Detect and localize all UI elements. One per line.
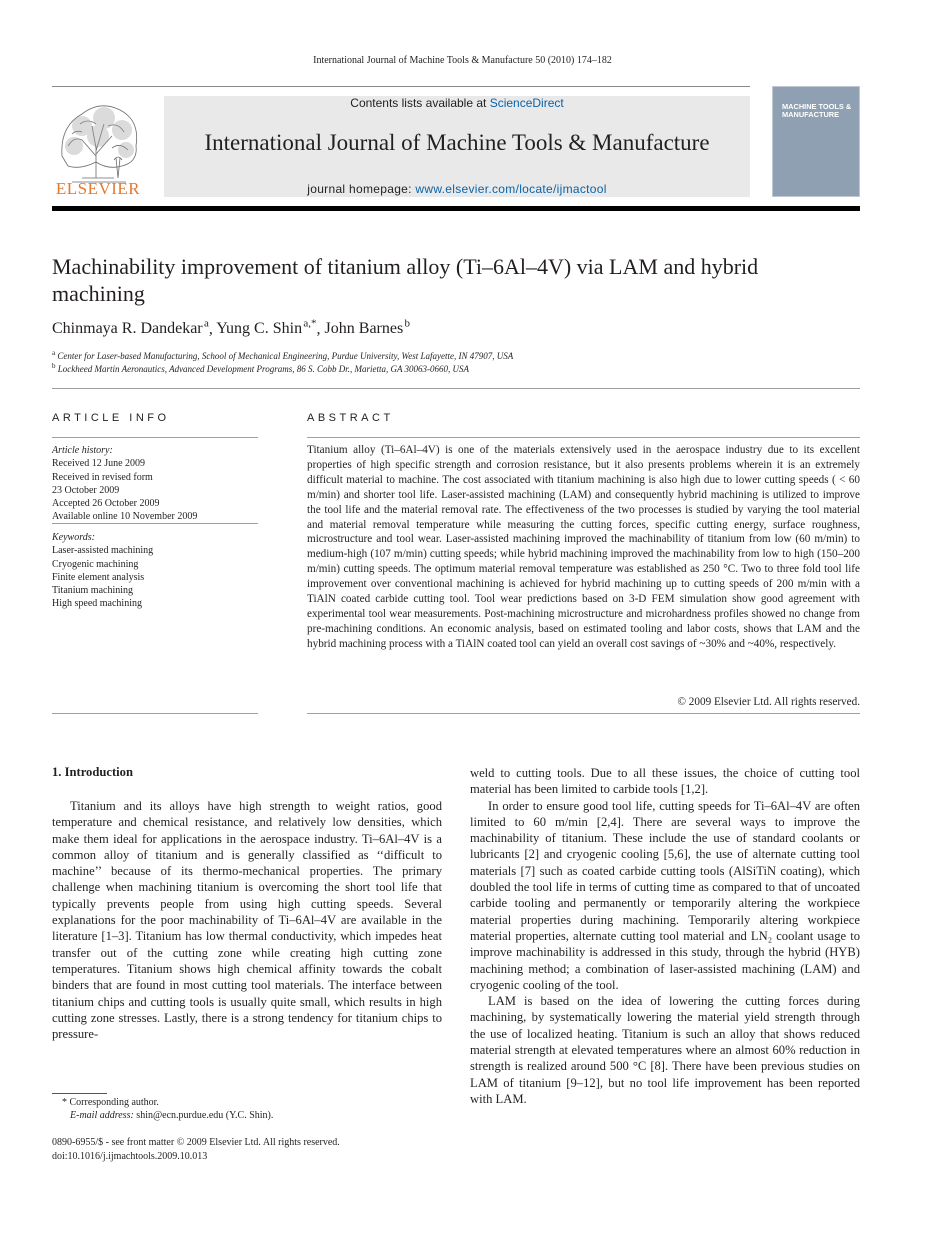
homepage-prefix: journal homepage:	[307, 182, 416, 196]
issn-line: 0890-6955/$ - see front matter © 2009 Elsevier Ltd. All rights reserved.	[52, 1137, 340, 1148]
left-column	[52, 798, 442, 1042]
article-history	[52, 444, 258, 524]
keyword: High speed machining	[52, 598, 142, 610]
author-list: Chinmaya R. Dandekar $^a$, Yung C. Shin $^{a,*}$, John Barnes $^b$	[52, 318, 411, 338]
journal-cover-thumbnail	[772, 86, 860, 197]
paragraph: Titanium and its alloys have high strength to weight ratios, good temperature and chemical resistance, and relatively low densities, which make them ideal for applications in the aerospace industry. Ti–6Al–4V is a common alloy of titanium and is generally classified as ‘‘difficult to machine’’ because of its thermo-mechanical properties. The primary challenge when machining titanium is overcoming the short tool life that typically prevents people from using high cutting speeds. Several explanations for the poor machinability of Ti–6Al–4V are available in the literature [1–3]. Titanium has low thermal conductivity, which impedes heat transfer out of the cutting zone while creating high cutting zone temperatures. Titanium shows high chemical affinity towards the cobalt binders that are found in most cutting tool materials. The interface between titanium chips and cutting tools is usually quite small, which results in high cutting zone stresses. Lastly, there is a strong tendency for titanium chips to pressure-	[52, 799, 442, 1042]
keyword: Cryogenic machining	[52, 558, 139, 570]
abstract-heading: ABSTRACT	[307, 412, 394, 424]
doi-link[interactable]: doi:10.1016/j.ijmachtools.2009.10.013	[52, 1151, 208, 1162]
author[interactable]: Yung C. Shin $^{a,*}$	[216, 318, 317, 338]
history-label: Article history:	[52, 445, 113, 456]
cover-title: MACHINE TOOLS & MANUFACTURE	[782, 102, 852, 119]
divider	[52, 437, 258, 438]
contents-line	[164, 96, 750, 110]
divider	[307, 437, 860, 438]
email-link[interactable]: shin@ecn.purdue.edu (Y.C. Shin).	[133, 1110, 274, 1121]
affiliation: $^b$ Lockheed Martin Aeronautics, Advanced Development Programs, 86 S. Cobb Dr., Marietta, GA 30063-0660, USA	[52, 362, 470, 374]
history-item: Available online 10 November 2009	[52, 511, 198, 523]
keyword: Finite element analysis	[52, 571, 145, 583]
homepage-link[interactable]: www.elsevier.com/locate/ijmactool	[415, 182, 607, 196]
keywords	[52, 531, 258, 611]
divider	[52, 523, 258, 524]
sciencedirect-link[interactable]: ScienceDirect	[489, 96, 564, 110]
keywords-label: Keywords:	[52, 532, 95, 543]
history-item: Received in revised form	[52, 471, 153, 483]
article-info-heading: ARTICLE INFO	[52, 412, 170, 424]
section-heading: 1. Introduction	[52, 765, 133, 779]
author[interactable]: John Barnes $^b$	[324, 318, 411, 338]
elsevier-wordmark: ELSEVIER	[55, 179, 141, 198]
corresponding-author: * Corresponding author.	[62, 1097, 159, 1108]
elsevier-logo	[52, 96, 144, 200]
right-column	[470, 765, 860, 1107]
keyword: Laser-assisted machining	[52, 545, 154, 557]
author[interactable]: Chinmaya R. Dandekar $^a$	[52, 318, 209, 338]
history-item: 23 October 2009	[52, 484, 120, 496]
abstract-text: Titanium alloy (Ti–6Al–4V) is one of the materials extensively used in the aerospace industry due to its excellent properties of high specific strength and corrosion resistance, but it also presents problems wherein it is an extremely difficult material to machine. The cost associated with titanium machining is also high due to lower cutting speeds ( < 60 m/min) and shorter tool life. Laser-assisted machining (LAM) and consequently hybrid machining is utilized to improve the tool life and the material removal rate. The effectiveness of the two processes is studied by varying the tool material and material removal temperature while measuring the cutting forces, specific cutting energy, surface roughness, microstructure and tool wear. Laser-assisted machining improved the machinability of titanium from low (60 m/min) to medium-high (107 m/min) cutting speeds; while hybrid machining improved the machinability from low to high (150–200 m/min) cutting speeds. The optimum material removal temperature was established as 250 °C. Two to three fold tool life improvement over conventional machining is achieved for hybrid machining up to cutting speeds of 200 m/min with a TiAlN coated carbide cutting tool. Tool wear predictions based on 3-D FEM simulation show good agreement with experimental tool wear measurements. Post-machining microstructure and microhardness profiles showed no change from pre-machining conditions. An economic analysis, based on estimated tooling and labor costs, shows that LAM and the hybrid machining process with a TiAlN coated tool can yield an overall cost savings of ~30% and ~40%, respectively.	[307, 444, 860, 650]
divider	[52, 388, 860, 389]
paragraph: weld to cutting tools. Due to all these issues, the choice of cutting tool material has been limited to carbide tools [1,2].	[470, 766, 860, 797]
paragraph: In order to ensure good tool life, cutting speeds for Ti–6Al–4V are often limited to 60 m/min [2,4]. There are several ways to improve the machinability of titanium. These include the use of standard coolants or lubricants [2] and cryogenic cooling [5,6], the use of alternate cutting tool materials [7] such as coated carbide cutting tools (AlSiTiN coating), which doubled the tool life in terms of cutting time as compared to that of uncoated carbide tooling and permanently or temporarily altering the workpiece material properties during machining. Temporarily altering workpiece material properties, alternate cutting tool material and LN₂ coolant usage to improve machinability is addressed in this study, through the hybrid (HYB) machining method; a combination of laser-assisted machining (LAM) and cryogenic cooling of the tool.	[470, 798, 860, 992]
article-title: Machinability improvement of titanium alloy (Ti–6Al–4V) via LAM and hybrid machining	[52, 254, 759, 306]
email-label: E-mail address:	[70, 1110, 134, 1121]
divider	[52, 713, 258, 714]
journal-title: International Journal of Machine Tools & Manufacture	[204, 130, 710, 155]
copyright: © 2009 Elsevier Ltd. All rights reserved.	[677, 696, 860, 708]
paragraph: LAM is based on the idea of lowering the cutting forces during machining, by systematically lowering the material yield strength through the use of localized heating. Titanium is such an alloy that shows reduced material strength at elevated temperatures where an almost 60% reduction in strength is realized around 500 °C [8]. There have been previous studies on LAM of titanium [9–12], but no tool life improvement has been reported with LAM.	[470, 994, 860, 1106]
contents-prefix: Contents lists available at	[350, 96, 490, 110]
history-item: Accepted 26 October 2009	[52, 498, 160, 510]
running-head: International Journal of Machine Tools & Manufacture 50 (2010) 174–182	[313, 55, 612, 66]
email-line	[70, 1110, 273, 1121]
homepage-line	[164, 182, 750, 196]
affiliation: $^a$ Center for Laser-based Manufacturing, School of Mechanical Engineering, Purdue University, West Lafayette, IN 47907, USA	[52, 349, 514, 361]
header-thick-rule	[52, 206, 860, 211]
keyword: Titanium machining	[52, 585, 134, 597]
history-item: Received 12 June 2009	[52, 458, 146, 470]
divider	[307, 713, 860, 714]
footnote-rule	[52, 1093, 107, 1094]
header-top-rule	[52, 86, 750, 87]
